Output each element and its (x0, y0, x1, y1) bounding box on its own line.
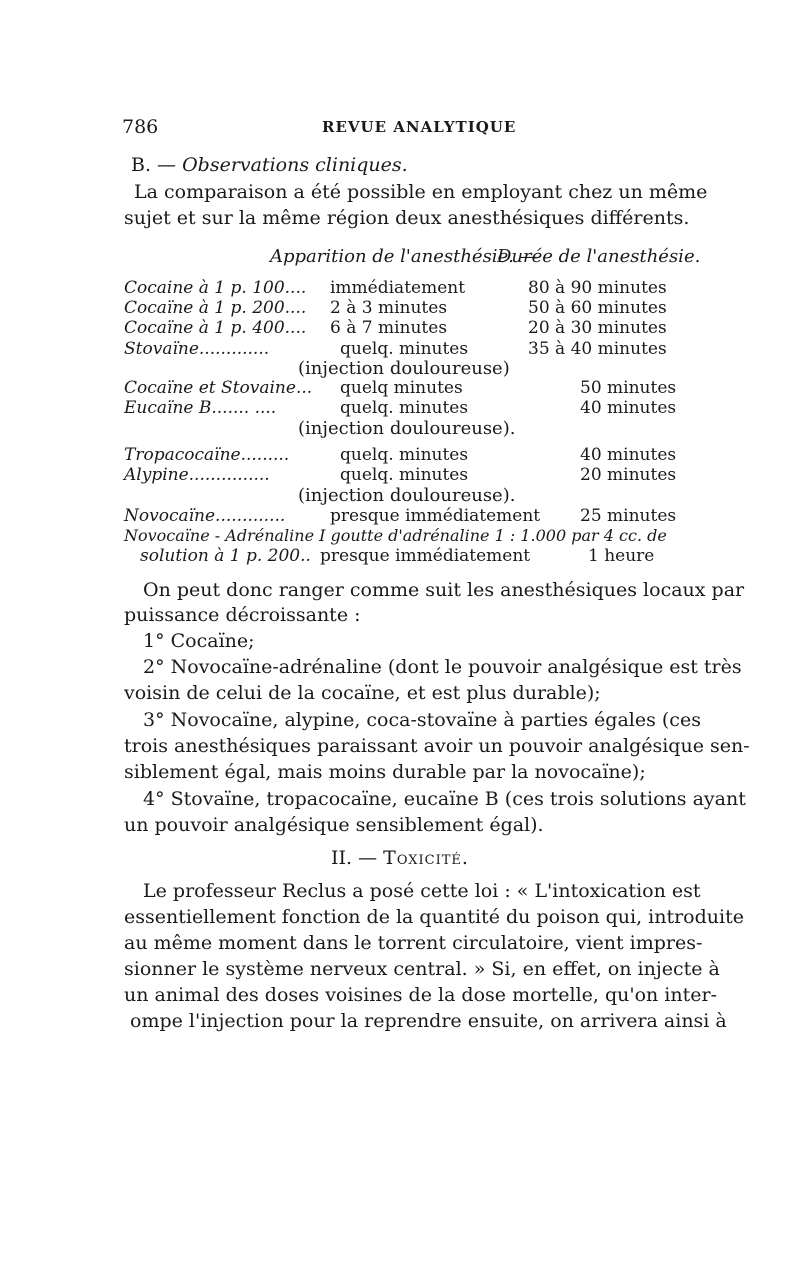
row-9-name: Novocaïne............. (124, 506, 286, 526)
row-4-name: Stovaïne............. (124, 339, 270, 359)
row-6-apparition: quelq. minutes (340, 398, 469, 418)
section-ii-title: Toxicité. (383, 847, 469, 869)
row-10-name-dose: Novocaïne - Adrénaline I goutte d'adrénaline 1 : 1.000 (124, 526, 567, 545)
row-1-apparition: immédiatement (330, 278, 466, 298)
row-6-duree: 40 minutes (580, 398, 677, 418)
col-header-duree: Durée de l'anesthésie. (497, 246, 701, 267)
ranking-item-2-line-2: voisin de celui de la cocaïne, et est plus durable); (124, 682, 601, 704)
row-10-apparition: presque immédiatement (320, 546, 531, 566)
row-7-apparition: quelq. minutes (340, 445, 469, 465)
row-7-duree: 40 minutes (580, 445, 677, 465)
intro-line-1: La comparaison a été possible en employant chez un même (134, 181, 708, 203)
row-8-duree: 20 minutes (580, 465, 677, 485)
toxicity-para-line-5: un animal des doses voisines de la dose mortelle, qu'on inter- (124, 984, 717, 1006)
ranking-item-1: 1° Cocaïne; (143, 630, 255, 652)
ranking-item-3-line-3: siblement égal, mais moins durable par la novocaïne); (124, 761, 646, 783)
row-2-apparition: 2 à 3 minutes (330, 298, 448, 318)
row-2-name: Cocaïne à 1 p. 200.... (124, 298, 307, 318)
ranking-item-2-line-1: 2° Novocaïne-adrénaline (dont le pouvoir analgésique est très (143, 656, 742, 678)
row-10-line-1 (124, 526, 667, 545)
note-injection-2: (injection douloureuse). (298, 418, 516, 439)
toxicity-para-line-6: ompe l'injection pour la reprendre ensuite, on arrivera ainsi à (130, 1010, 727, 1032)
row-9-duree: 25 minutes (580, 506, 677, 526)
row-10-duree: 1 heure (588, 546, 655, 566)
row-8-name: Alypine............... (124, 465, 270, 485)
row-2-duree: 50 à 60 minutes (528, 298, 667, 318)
toxicity-para-line-1: Le professeur Reclus a posé cette loi : « L'intoxication est (143, 880, 701, 902)
ranking-intro-1: On peut donc ranger comme suit les anesthésiques locaux par (143, 579, 745, 601)
row-4-duree: 35 à 40 minutes (528, 339, 667, 359)
ranking-item-3-line-1: 3° Novocaïne, alypine, coca-stovaïne à parties égales (ces (143, 709, 701, 731)
ranking-item-3-line-2: trois anesthésiques paraissant avoir un pouvoir analgésique sen- (124, 735, 750, 757)
note-injection-1: (injection douloureuse) (298, 358, 510, 379)
ranking-item-4-line-1: 4° Stovaïne, tropacocaïne, eucaïne B (ces trois solutions ayant (143, 788, 746, 810)
row-1-name: Cocaine à 1 p. 100.... (124, 278, 307, 298)
section-ii-number: II. — (331, 847, 378, 869)
col-header-apparition: Apparition de l'anesthésie. — (270, 246, 538, 267)
row-10-name-line-2: solution à 1 p. 200.. (140, 546, 311, 566)
section-b-heading (131, 154, 683, 176)
row-3-duree: 20 à 30 minutes (528, 318, 667, 338)
row-10-dose-suffix: par 4 cc. de (571, 526, 667, 545)
row-6-name: Eucaïne B....... .... (124, 398, 277, 418)
row-5-duree: 50 minutes (580, 378, 677, 398)
section-b-title: Observations cliniques. (182, 154, 408, 176)
toxicity-para-line-4: sionner le système nerveux central. » Si, en effet, on injecte à (124, 958, 720, 980)
toxicity-para-line-2: essentiellement fonction de la quantité du poison qui, introduite (124, 906, 744, 928)
intro-line-2: sujet et sur la même région deux anesthésiques différents. (124, 207, 690, 229)
row-3-apparition: 6 à 7 minutes (330, 318, 448, 338)
section-ii-heading (124, 847, 676, 869)
ranking-item-4-line-2: un pouvoir analgésique sensiblement égal). (124, 814, 544, 836)
row-8-apparition: quelq. minutes (340, 465, 469, 485)
page-number: 786 (122, 116, 159, 138)
row-5-apparition: quelq minutes (340, 378, 463, 398)
row-3-name: Cocaïne à 1 p. 400.... (124, 318, 307, 338)
running-title: REVUE ANALYTIQUE (322, 118, 517, 136)
row-9-apparition: presque immédiatement (330, 506, 541, 526)
row-1-duree: 80 à 90 minutes (528, 278, 667, 298)
row-5-name: Cocaïne et Stovaine... (124, 378, 313, 398)
row-4-apparition: quelq. minutes (340, 339, 469, 359)
note-injection-3: (injection douloureuse). (298, 485, 516, 506)
ranking-intro-2: puissance décroissante : (124, 604, 361, 626)
toxicity-para-line-3: au même moment dans le torrent circulatoire, vient impres- (124, 932, 703, 954)
row-7-name: Tropacocaïne......... (124, 445, 290, 465)
section-b-label: B. — (131, 154, 177, 176)
